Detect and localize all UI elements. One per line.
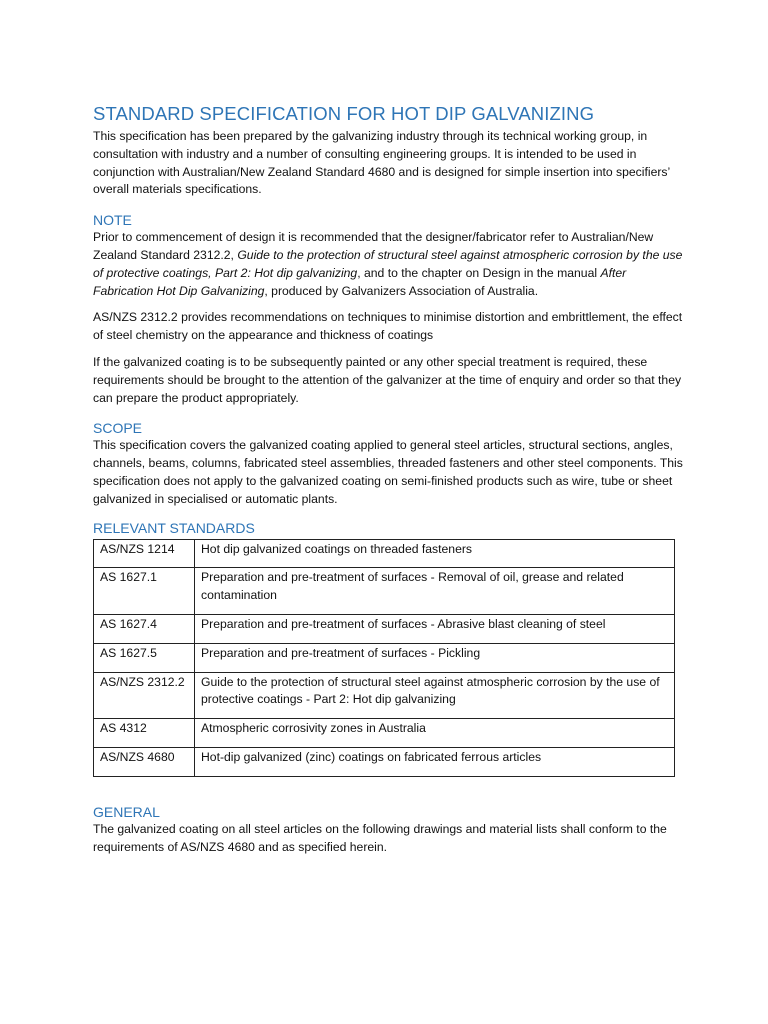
document-title: STANDARD SPECIFICATION FOR HOT DIP GALVANIZING [93,103,595,124]
document-page [93,102,683,856]
manual-title: After Fabrication Hot Dip Galvanizing [93,265,627,298]
table-row [94,747,675,776]
note-text-c: , and to the chapter on Design in the manual [357,265,601,280]
note-paragraph-1 [93,229,683,300]
note-text-e: , produced by Galvanizers Association of Australia. [264,283,539,298]
standard-description: Preparation and pre-treatment of surfaces - Removal of oil, grease and related contamination [195,568,675,615]
note-heading: NOTE [93,212,132,229]
table-row [94,719,675,748]
table-row [94,539,675,568]
table-row [94,614,675,643]
standard-description: Atmospheric corrosivity zones in Australia [195,719,675,748]
standard-code: AS/NZS 4680 [94,747,195,776]
standard-code: AS 1627.4 [94,614,195,643]
standard-description: Preparation and pre-treatment of surfaces - Pickling [195,643,675,672]
standard-code: AS 1627.5 [94,643,195,672]
scope-paragraph: This specification covers the galvanized coating applied to general steel articles, structural sections, angles, channels, beams, columns, fabricated steel assemblies, threaded fasteners and other steel components. This specification does not apply to the galvanized coating on semi-finished products such as wire, tube or sheet galvanized in specialised or automatic plants. [93,438,683,506]
general-heading: GENERAL [93,803,160,820]
table-row [94,672,675,719]
relevant-standards-heading: RELEVANT STANDARDS [93,519,255,536]
intro-paragraph: This specification has been prepared by the galvanizing industry through its technical working group, in consultation with industry and a number of consulting engineering groups. It is intended to be used in conjunction with Australian/New Zealand Standard 4680 and is designed for simple insertion into specifiers’ overall materials specifications. [93,129,670,197]
table-row [94,568,675,615]
standard-code: AS/NZS 2312.2 [94,672,195,719]
standard-reference-title: Guide to the protection of structural steel against atmospheric corrosion by the use of protective coatings, Part 2: Hot dip galvanizing [93,247,683,280]
standard-description: Hot-dip galvanized (zinc) coatings on fabricated ferrous articles [195,747,675,776]
standard-description: Guide to the protection of structural steel against atmospheric corrosion by the use of protective coatings - Part 2: Hot dip galvanizing [195,672,675,719]
general-paragraph: The galvanized coating on all steel articles on the following drawings and material lists shall conform to the requirements of AS/NZS 4680 and as specified herein. [93,821,667,854]
standard-description: Preparation and pre-treatment of surfaces - Abrasive blast cleaning of steel [195,614,675,643]
note-text-a: Prior to commencement of design it is recommended that the designer/fabricator refer to Australian/New Zealand Standard 2312.2, [93,230,654,262]
standard-code: AS 4312 [94,719,195,748]
scope-heading: SCOPE [93,420,143,437]
standard-code: AS 1627.1 [94,568,195,615]
standard-description: Hot dip galvanized coatings on threaded fasteners [195,539,675,568]
standards-table [93,539,675,777]
standard-code: AS/NZS 1214 [94,539,195,568]
note-paragraph-3: If the galvanized coating is to be subsequently painted or any other special treatment is required, these requirements should be brought to the attention of the galvanizer at the time of enquiry and order so that they can prepare the product appropriately. [93,354,682,405]
note-paragraph-2: AS/NZS 2312.2 provides recommendations on techniques to minimise distortion and embrittlement, the effect of steel chemistry on the appearance and thickness of coatings [93,310,683,343]
table-row [94,643,675,672]
